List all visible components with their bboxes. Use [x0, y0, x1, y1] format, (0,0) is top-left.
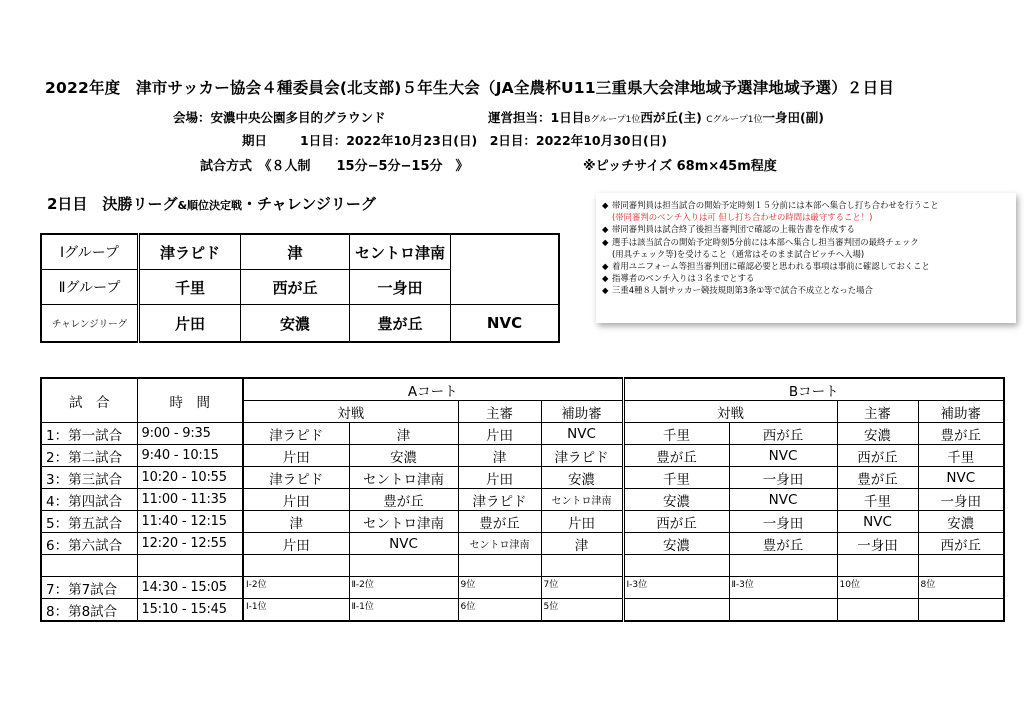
referee-a-cell: 6位	[458, 599, 541, 622]
table-row	[41, 577, 1004, 599]
dates-label: 期日	[242, 133, 268, 148]
note-text: 着用ユニフォーム等担当審判団に確認必要と思われる事項は事前に確認しておくこと	[612, 261, 930, 272]
referee-b-cell: 千里	[837, 489, 918, 511]
bullet-icon: ◆	[602, 261, 609, 272]
assistant-a-cell: 津ラピド	[541, 445, 623, 467]
dates-text: 1日目：2022年10月23日(日) 2日目：2022年10月30日(日)	[300, 133, 667, 148]
note-item	[602, 236, 1010, 248]
pitch-size: ※ピッチサイズ 68m×45m程度	[583, 159, 777, 174]
vs-header-a: 対戦	[243, 401, 458, 423]
empty-cell	[918, 555, 1004, 577]
header-row	[41, 378, 1004, 401]
referee-b-cell: 安濃	[837, 423, 918, 445]
assistant-b-cell: 千里	[918, 445, 1004, 467]
section-subtitle	[47, 193, 376, 214]
match-label: 1：第一試合	[41, 423, 137, 445]
nishigaoka-manager: 西が丘(主)	[640, 110, 702, 125]
bullet-icon: ◆	[602, 236, 609, 247]
team-cell: NVC	[451, 305, 560, 343]
team-cell: 豊が丘	[350, 305, 451, 343]
notes-box	[596, 193, 1016, 323]
note-item	[602, 199, 1010, 211]
note-continuation: (用具チェック等)を受けること（通常はそのまま試合ピッチへ入場)	[612, 248, 865, 259]
referee-a-cell: 片田	[458, 467, 541, 489]
empty-cell	[458, 555, 541, 577]
team-b1-cell: Ⅰ-3位	[623, 577, 729, 599]
venue-text: 会場：安濃中央公園多目的グラウンド	[173, 110, 386, 125]
assistant-a-cell: 津	[541, 533, 623, 555]
note-warning: (帯同審判のベンチ入りは可 但し打ち合わせの時間は厳守すること！)	[612, 212, 873, 223]
referee-b-cell: NVC	[837, 511, 918, 533]
group-row	[41, 234, 559, 270]
table-row	[41, 467, 1004, 489]
bullet-icon: ◆	[602, 285, 609, 296]
team-b1-cell: 千里	[623, 423, 729, 445]
time-cell: 11:00 - 11:35	[137, 489, 243, 511]
referee-header-b: 主審	[837, 401, 918, 423]
referee-a-cell: 津	[458, 445, 541, 467]
bullet-icon: ◆	[602, 273, 609, 284]
match-label: 2：第二試合	[41, 445, 137, 467]
vs-header-b: 対戦	[623, 401, 837, 423]
table-row	[41, 445, 1004, 467]
subtitle-tail: ・チャレンジリーグ	[242, 195, 376, 213]
team-cell: 片田	[139, 305, 241, 343]
assistant-a-cell: 片田	[541, 511, 623, 533]
referee-b-cell: 西が丘	[837, 445, 918, 467]
team-b2-cell: 一身田	[729, 511, 837, 533]
group-b-label: Bグループ1位	[584, 115, 641, 125]
assistant-a-cell: 5位	[541, 599, 623, 622]
match-label: 3：第三試合	[41, 467, 137, 489]
team-cell: 津	[241, 234, 350, 270]
team-a1-cell: Ⅰ-2位	[243, 577, 349, 599]
assistant-a-cell: NVC	[541, 423, 623, 445]
referee-b-cell	[837, 599, 918, 622]
referee-a-cell: 津ラピド	[458, 489, 541, 511]
team-b2-cell: Ⅱ-3位	[729, 577, 837, 599]
time-cell: 15:10 - 15:45	[137, 599, 243, 622]
group-label: Ⅱグループ	[41, 270, 139, 305]
assistant-a-cell: 7位	[541, 577, 623, 599]
assistant-a-cell: 安濃	[541, 467, 623, 489]
group-row	[41, 270, 559, 305]
empty-cell	[41, 555, 137, 577]
team-cell: 千里	[139, 270, 241, 305]
empty-cell	[729, 555, 837, 577]
empty-cell	[623, 555, 729, 577]
team-a1-cell: 津	[243, 511, 349, 533]
referee-b-cell: 10位	[837, 577, 918, 599]
table-row	[41, 489, 1004, 511]
manager-prefix: 運営担当：1日目	[488, 110, 585, 125]
subtitle-small: &順位決定戦	[177, 199, 243, 212]
team-a2-cell: Ⅱ-2位	[349, 577, 458, 599]
note-item	[602, 260, 1010, 272]
team-a2-cell: セントロ津南	[349, 511, 458, 533]
match-label: 4：第四試合	[41, 489, 137, 511]
team-cell: 一身田	[350, 270, 451, 305]
team-cell: 津ラピド	[139, 234, 241, 270]
assistant-b-cell: 安濃	[918, 511, 1004, 533]
court-a-header: Aコート	[243, 378, 623, 401]
note-item	[602, 223, 1010, 235]
note-item	[602, 284, 1010, 296]
note-text: 三重4種８人制サッカー競技規則第3条①等で試合不成立となった場合	[612, 285, 873, 296]
team-a2-cell: 安濃	[349, 445, 458, 467]
team-a1-cell: 津ラピド	[243, 423, 349, 445]
subtitle-main: 2日目 決勝リーグ	[47, 195, 178, 213]
team-b2-cell: 一身田	[729, 467, 837, 489]
time-cell: 11:40 - 12:15	[137, 511, 243, 533]
team-b1-cell: 安濃	[623, 533, 729, 555]
assistant-b-cell: 豊が丘	[918, 423, 1004, 445]
empty-cell	[243, 555, 349, 577]
assistant-b-cell: 西が丘	[918, 533, 1004, 555]
team-b2-cell: 豊が丘	[729, 533, 837, 555]
match-label: 8：第8試合	[41, 599, 137, 622]
group-label: チャレンジリーグ	[41, 305, 139, 343]
bullet-icon: ◆	[602, 224, 609, 235]
time-cell: 9:40 - 10:15	[137, 445, 243, 467]
referee-b-cell: 一身田	[837, 533, 918, 555]
team-b1-cell: 安濃	[623, 489, 729, 511]
note-text: 帯同審判員は担当試合の開始予定時刻１５分前には本部へ集合し打ち合わせを行うこと	[612, 200, 939, 210]
match-label: 6：第六試合	[41, 533, 137, 555]
team-a2-cell: NVC	[349, 533, 458, 555]
team-a1-cell: 片田	[243, 533, 349, 555]
team-b1-cell: 千里	[623, 467, 729, 489]
page-title: 2022年度 津市サッカー協会４種委員会(北支部)５年生大会（JA全農杯U11三重県大会津地域予選津地域予選）２日目	[45, 79, 895, 97]
referee-a-cell: 9位	[458, 577, 541, 599]
groups-table	[40, 233, 560, 343]
team-a1-cell: 片田	[243, 445, 349, 467]
match-format: 試合方式 《８人制 15分−5分−15分 》	[200, 159, 469, 174]
team-cell: 西が丘	[241, 270, 350, 305]
spacer-row	[41, 555, 1004, 577]
note-item	[602, 272, 1010, 284]
table-row	[41, 511, 1004, 533]
time-header: 時 間	[137, 378, 243, 423]
group-row	[41, 305, 559, 343]
referee-a-cell: 片田	[458, 423, 541, 445]
table-row	[41, 423, 1004, 445]
match-header: 試 合	[41, 378, 137, 423]
manager-line	[488, 108, 824, 126]
table-row	[41, 533, 1004, 555]
team-b2-cell: 西が丘	[729, 423, 837, 445]
assistant-b-cell: NVC	[918, 467, 1004, 489]
team-b1-cell: 西が丘	[623, 511, 729, 533]
time-cell: 12:20 - 12:55	[137, 533, 243, 555]
team-a2-cell: 豊が丘	[349, 489, 458, 511]
schedule-table	[40, 377, 1005, 622]
team-a1-cell: 津ラピド	[243, 467, 349, 489]
note-text: 選手は該当試合の開始予定時刻5分前には本部へ集合し担当審判団の最終チェック	[612, 236, 919, 247]
team-a1-cell: 片田	[243, 489, 349, 511]
team-a1-cell: Ⅰ-1位	[243, 599, 349, 622]
team-b2-cell	[729, 599, 837, 622]
empty-cell	[541, 555, 623, 577]
note-text: 帯同審判員は試合終了後担当審判団で確認の上報告書を作成する	[612, 224, 855, 235]
team-a2-cell: 津	[349, 423, 458, 445]
referee-a-cell: 豊が丘	[458, 511, 541, 533]
assistant-header-a: 補助審	[541, 401, 623, 423]
assistant-header-b: 補助審	[918, 401, 1004, 423]
team-b2-cell: NVC	[729, 445, 837, 467]
assistant-b-cell	[918, 599, 1004, 622]
time-cell: 10:20 - 10:55	[137, 467, 243, 489]
time-cell: 14:30 - 15:05	[137, 577, 243, 599]
team-b1-cell: 豊が丘	[623, 445, 729, 467]
referee-a-cell: セントロ津南	[458, 533, 541, 555]
bullet-icon: ◆	[602, 200, 609, 210]
referee-b-cell: 豊が丘	[837, 467, 918, 489]
assistant-b-cell: 8位	[918, 577, 1004, 599]
team-b2-cell: NVC	[729, 489, 837, 511]
assistant-a-cell: セントロ津南	[541, 489, 623, 511]
ishinda-manager: 一身田(副)	[762, 110, 824, 125]
team-cell: セントロ津南	[350, 234, 451, 270]
match-label: 5：第五試合	[41, 511, 137, 533]
team-cell: 安濃	[241, 305, 350, 343]
referee-header-a: 主審	[458, 401, 541, 423]
group-label: Ⅰグループ	[41, 234, 139, 270]
team-a2-cell: Ⅱ-1位	[349, 599, 458, 622]
match-label: 7：第7試合	[41, 577, 137, 599]
team-b1-cell	[623, 599, 729, 622]
empty-cell	[137, 555, 243, 577]
team-a2-cell: セントロ津南	[349, 467, 458, 489]
table-row	[41, 599, 1004, 622]
note-text: 指導者のベンチ入りは３名までとする	[612, 273, 755, 284]
group-c-label: Cグループ1位	[706, 115, 763, 125]
assistant-b-cell: 一身田	[918, 489, 1004, 511]
court-b-header: Bコート	[623, 378, 1004, 401]
time-cell: 9:00 - 9:35	[137, 423, 243, 445]
empty-cell	[837, 555, 918, 577]
empty-cell	[349, 555, 458, 577]
